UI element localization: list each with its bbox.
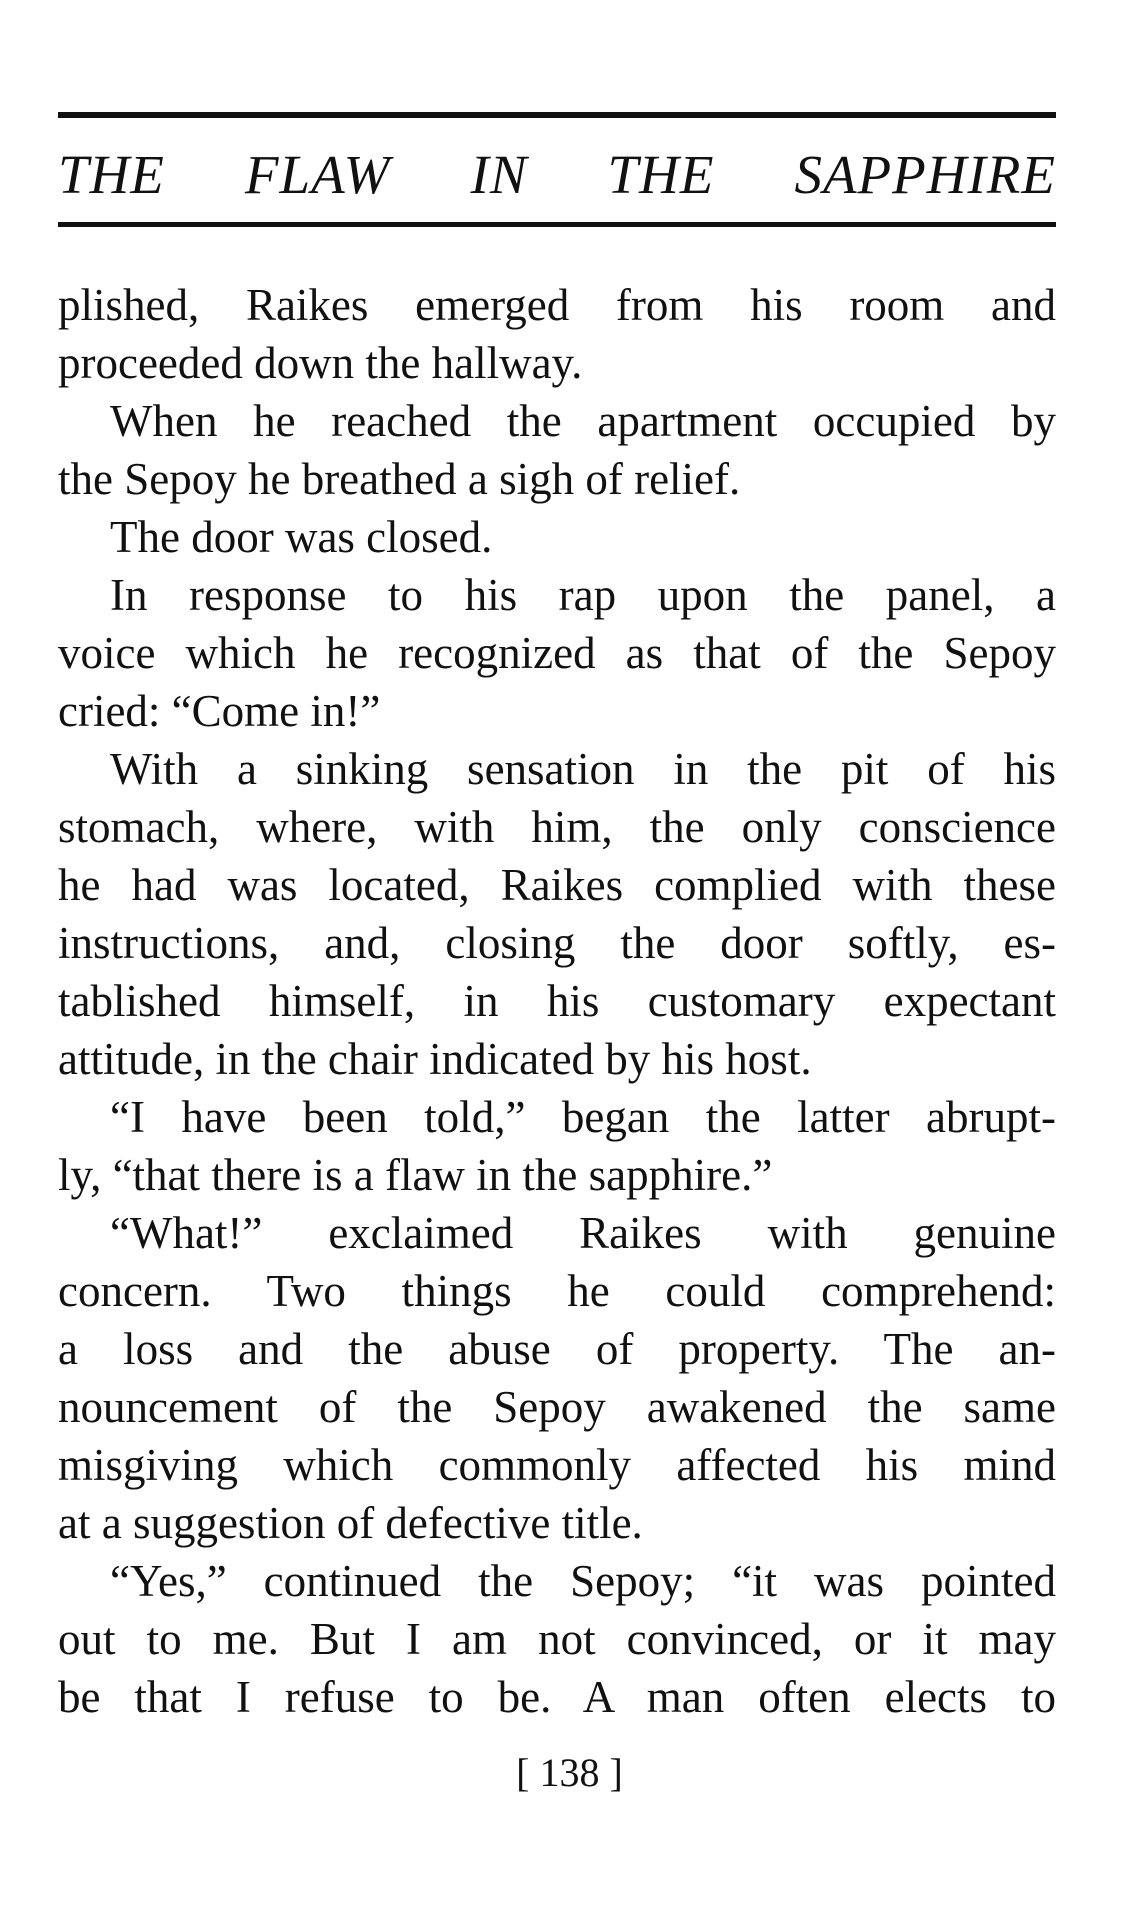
text-line: In response to his rap upon the panel, a [110, 570, 1056, 620]
text-line: “Yes,” continued the Sepoy; “it was pointed [110, 1556, 1056, 1606]
header-rule-bottom [58, 222, 1056, 227]
text-line: a loss and the abuse of property. The an- [58, 1324, 1056, 1374]
header-rule-top [58, 112, 1056, 118]
text-line: be that I refuse to be. A man often elects to [58, 1672, 1056, 1722]
text-line: The door was closed. [110, 512, 493, 562]
text-line: stomach, where, with him, the only conscience [58, 802, 1056, 852]
text-line: cried: “Come in!” [58, 686, 381, 736]
running-head-word: THE [58, 144, 165, 205]
text-line: “I have been told,” began the latter abrupt- [110, 1092, 1056, 1142]
text-line: he had was located, Raikes complied with these [58, 860, 1056, 910]
running-head-word: THE [607, 144, 715, 205]
text-line: ly, “that there is a flaw in the sapphire.” [58, 1150, 773, 1200]
text-line: concern. Two things he could comprehend: [58, 1266, 1056, 1316]
text-line: voice which he recognized as that of the Sepoy [58, 628, 1056, 678]
running-head-word: IN [470, 144, 528, 205]
text-line: plished, Raikes emerged from his room and [58, 280, 1056, 330]
text-line: at a suggestion of defective title. [58, 1498, 643, 1548]
text-line: tablished himself, in his customary expectant [58, 976, 1056, 1026]
running-head-word: FLAW [244, 144, 391, 205]
text-line: When he reached the apartment occupied by [110, 396, 1056, 446]
running-head [58, 140, 1056, 210]
body-text [58, 276, 1056, 1726]
text-line: the Sepoy he breathed a sigh of relief. [58, 454, 741, 504]
text-line: misgiving which commonly affected his mind [58, 1440, 1056, 1490]
running-head-word: SAPPHIRE [794, 144, 1056, 205]
text-line: instructions, and, closing the door softly, es- [58, 918, 1056, 968]
text-line: “What!” exclaimed Raikes with genuine [110, 1208, 1056, 1258]
text-line: nouncement of the Sepoy awakened the same [58, 1382, 1056, 1432]
page-number: [ 138 ] [516, 1750, 623, 1795]
text-line: attitude, in the chair indicated by his host. [58, 1034, 812, 1084]
text-line: out to me. But I am not convinced, or it may [58, 1614, 1056, 1664]
text-line: With a sinking sensation in the pit of his [110, 744, 1056, 794]
text-line: proceeded down the hallway. [58, 338, 583, 388]
